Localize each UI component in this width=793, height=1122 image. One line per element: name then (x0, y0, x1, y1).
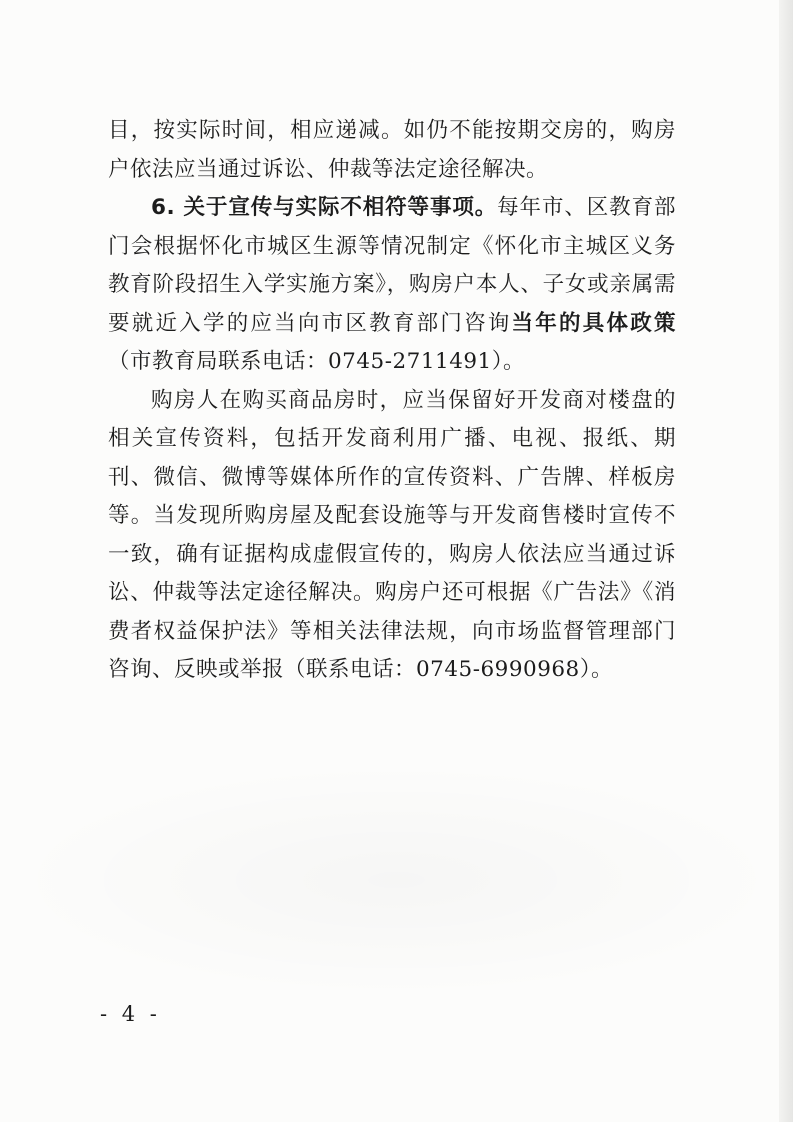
item-6-heading: 6. 关于宣传与实际不相符等事项。 (151, 195, 498, 220)
page-edge (779, 0, 793, 1122)
scan-shadow (0, 760, 793, 1000)
page-number: - 4 - (100, 1002, 161, 1026)
item-6-contact: （市教育局联系电话：0745-2711491）。 (108, 349, 525, 374)
paragraph-advertising: 购房人在购买商品房时，应当保留好开发商对楼盘的相关宣传资料，包括开发商利用广播、电视、报纸、期刊、微信、微博等媒体所作的宣传资料、广告牌、样板房等。当发现所购房屋及配套设施等与开发商售楼时宣传不一致，确有证据构成虚假宣传的，购房人依法应当通过诉讼、仲裁等法定途径解决。购房户还可根据《广告法》《消费者权益保护法》等相关法律法规，向市场监督管理部门咨询、反映或举报（联系电话：0745-6990968）。 (108, 387, 676, 682)
paragraph-continuation: 目，按实际时间，相应递减。如仍不能按期交房的，购房户依法应当通过诉讼、仲裁等法定途径解决。 (108, 118, 676, 182)
item-6-bold-phrase: 当年的具体政策 (511, 310, 676, 336)
document-body (108, 112, 676, 690)
paragraph-item-6 (108, 189, 676, 382)
item-6-text: 每年市、区教育部门会根据怀化市城区生源等情况制定《怀化市主城区义务教育阶段招生入学实施方案》，购房户本人、子女或亲属需要就近入学的应当向市区教育部门咨询 (108, 195, 676, 336)
